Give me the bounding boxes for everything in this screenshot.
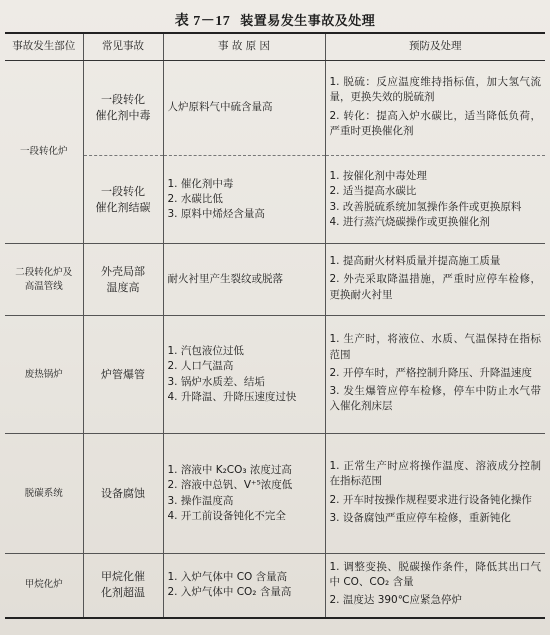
table-number: 表 7－17 <box>174 14 231 29</box>
table-title: 装置易发生事故及处理 <box>240 14 376 29</box>
accident-line: 设备腐蚀 <box>101 486 145 500</box>
cause-item: 1. 溶液中 K₂CO₃ 浓度过高 <box>167 464 292 477</box>
accident-line: 催化剂结碳 <box>95 200 151 214</box>
cause-item: 2. 水碳比低 <box>167 192 223 205</box>
header-location: 事故发生部位 <box>5 33 83 61</box>
cause-item: 4. 升降温、升降压速度过快 <box>167 390 297 403</box>
cause-item: 1. 催化剂中毒 <box>167 177 234 190</box>
cause-cell <box>163 554 325 618</box>
measure-item: 2. 外壳采取降温措施，严重时应停车检修，更换耐火衬里 <box>329 273 541 301</box>
cause-item: 1. 入炉气体中 CO 含量高 <box>167 571 288 584</box>
cause-item: 2. 人口气温高 <box>167 360 234 373</box>
measure-item: 4. 进行蒸汽烧碳操作或更换催化剂 <box>329 215 490 228</box>
location-cell: 一段转化炉 <box>5 61 83 244</box>
location-cell <box>5 244 83 316</box>
cause-item: 耐火衬里产生裂纹或脱落 <box>167 272 283 285</box>
accident-line: 温度高 <box>106 280 140 294</box>
cause-item: 3. 锅炉水质差、结垢 <box>167 375 265 388</box>
cause-item: 3. 原料中烯烃含量高 <box>167 208 265 221</box>
table-row <box>5 156 545 244</box>
accident-cell <box>83 554 163 618</box>
table-row <box>5 61 545 156</box>
measure-item: 2. 温度达 390℃应紧急停炉 <box>329 594 463 607</box>
cause-item: 3. 操作温度高 <box>167 494 234 507</box>
accident-line: 催化剂中毒 <box>95 109 151 122</box>
cause-cell <box>163 244 325 316</box>
measures-cell <box>325 156 545 244</box>
measures-cell <box>325 554 545 618</box>
measures-cell <box>325 61 545 156</box>
measure-item: 3. 发生爆管应停车检修，停车中防止水气带入催化剂床层 <box>329 385 541 413</box>
accident-line: 外壳局部 <box>101 264 145 278</box>
measure-item: 1. 正常生产时应将操作温度、溶液成分控制在指标范围 <box>329 460 541 488</box>
table-row <box>5 434 545 554</box>
measure-item: 2. 开停车时，严格控制升降压、升降温速度 <box>329 366 532 379</box>
measures-cell <box>325 316 545 434</box>
accident-cell <box>83 434 163 554</box>
cause-item: 人炉原料气中硫含量高 <box>167 101 273 114</box>
accident-line: 一段转化 <box>101 93 145 107</box>
location-cell: 甲烷化炉 <box>5 554 83 618</box>
location-line: 高温管线 <box>24 280 63 292</box>
table-row <box>5 554 545 618</box>
measure-item: 2. 转化：提高入炉水碳比，适当降低负荷，严重时更换催化剂 <box>329 109 541 137</box>
table-row <box>5 244 545 316</box>
accident-cell <box>83 61 163 156</box>
location-cell: 废热锅炉 <box>5 316 83 434</box>
measure-item: 2. 开车时按操作规程要求进行设备钝化操作 <box>329 493 532 506</box>
header-measures: 预防及处理 <box>325 33 545 61</box>
header-row <box>5 33 545 61</box>
cause-item: 1. 汽包液位过低 <box>167 345 244 358</box>
cause-cell <box>163 61 325 156</box>
header-cause: 事 故 原 因 <box>163 33 325 61</box>
measure-item: 1. 提高耐火材料质量并提高施工质量 <box>329 255 501 268</box>
accident-cell <box>83 244 163 316</box>
table-caption <box>0 10 550 30</box>
accident-line: 炉管爆管 <box>101 367 145 381</box>
measure-item: 1. 调整变换、脱碳操作条件，降低其出口气中 CO、CO₂ 含量 <box>329 560 541 589</box>
table-row <box>5 316 545 434</box>
cause-item: 2. 溶液中总钒、V⁺⁵浓度低 <box>167 479 293 492</box>
measures-cell <box>325 434 545 554</box>
cause-cell <box>163 156 325 244</box>
measures-cell <box>325 244 545 316</box>
measure-item: 2. 适当提高水碳比 <box>329 185 417 198</box>
cause-cell <box>163 316 325 434</box>
accident-cell <box>83 156 163 244</box>
measure-item: 1. 脱硫：反应温度维持指标值，加大氢气流量，更换失效的脱硫剂 <box>329 76 541 104</box>
accident-cell <box>83 316 163 434</box>
accident-line: 一段转化 <box>101 184 145 198</box>
accident-line: 化剂超温 <box>101 586 145 600</box>
location-cell: 脱碳系统 <box>5 434 83 554</box>
cause-cell <box>163 434 325 554</box>
cause-item: 2. 入炉气体中 CO₂ 含量高 <box>167 586 292 599</box>
measure-item: 3. 设备腐蚀严重应停车检修，重新钝化 <box>329 511 511 524</box>
header-accident: 常见事故 <box>83 33 163 61</box>
cause-item: 4. 开工前设备钝化不完全 <box>167 509 286 522</box>
measure-item: 1. 生产时，将液位、水质、气温保持在指标范围 <box>329 333 541 361</box>
measure-item: 1. 按催化剂中毒处理 <box>329 170 427 183</box>
accident-table <box>5 32 545 619</box>
accident-line: 甲烷化催 <box>101 570 145 584</box>
measure-item: 3. 改善脱硫系统加氢操作条件或更换原料 <box>329 200 522 213</box>
location-line: 二段转化炉及 <box>15 266 73 278</box>
